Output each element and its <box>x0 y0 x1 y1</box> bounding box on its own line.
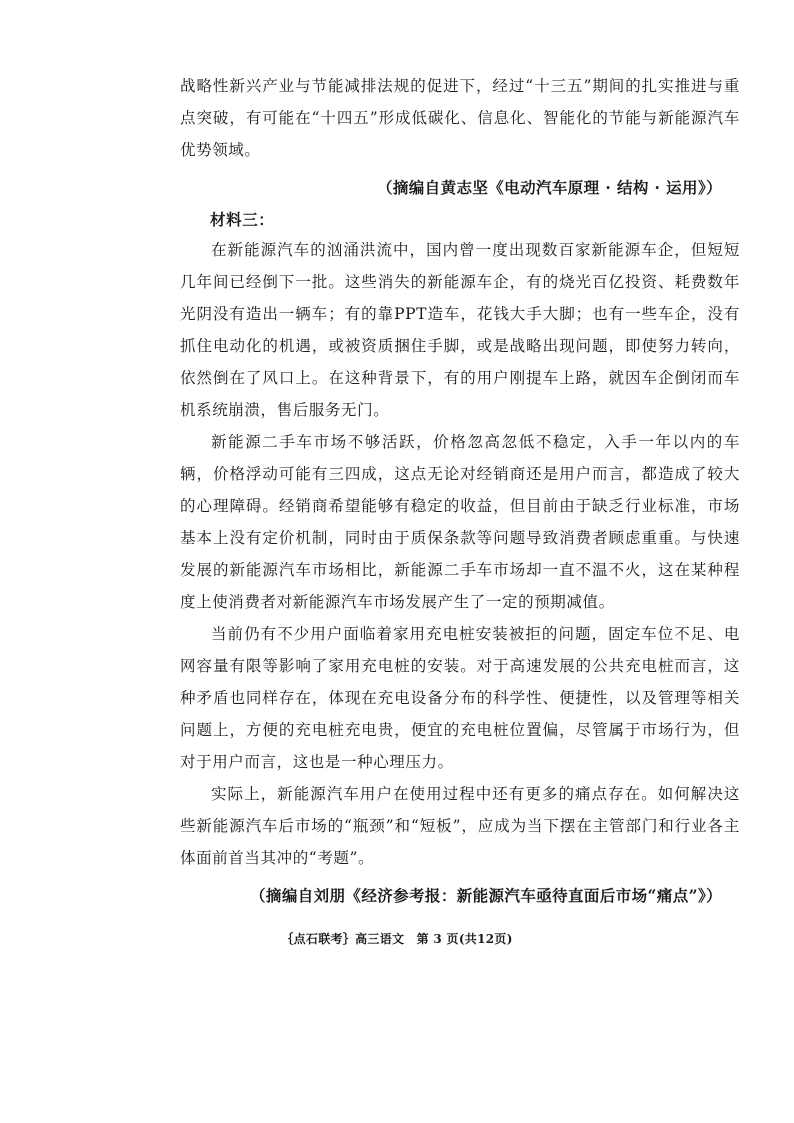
material3-source-citation: （摘编自刘朋《经济参考报：新能源汽车亟待直面后市场“痛点”》） <box>250 886 722 905</box>
material3-heading: 材料三： <box>210 210 275 229</box>
material3-paragraph-4: 实际上，新能源汽车用户在使用过程中还有更多的痛点存在。如何解决这些新能源汽车后市场的“瓶颈”和“短板”，应成为当下摆在主管部门和行业各主体面前首当其冲的“考题”。 <box>180 785 740 867</box>
material3-paragraph-2: 新能源二手车市场不够活跃，价格忽高忽低不稳定，入手一年以内的车辆，价格浮动可能有三四成，这点无论对经销商还是用户而言，都造成了较大的心理障碍。经销商希望能够有稳定的收益，但目前由于缺乏行业标准，市场基本上没有定价机制，同时由于质保条款等问题导致消费者顾虑重重。与快速发展的新能源汽车市场相比，新能源二手车市场却一直不温不火，这在某种程度上使消费者对新能源汽车市场发展产生了一定的预期减值。 <box>180 433 740 611</box>
material2-tail-paragraph: 战略性新兴产业与节能减排法规的促进下，经过“十三五”期间的扎实推进与重点突破，有可能在“十四五”形成低碳化、信息化、智能化的节能与新能源汽车优势领域。 <box>180 77 740 159</box>
material3-paragraph-1: 在新能源汽车的汹涌洪流中，国内曾一度出现数百家新能源车企，但短短几年间已经倒下一批。这些消失的新能源车企，有的烧光百亿投资、耗费数年光阴没有造出一辆车；有的靠PPT造车，花钱大手大脚；也有一些车企，没有抓住电动化的机遇，或被资质捆住手脚，或是战略出现问题，即使努力转向，依然倒在了风口上。在这种背景下，有的用户刚提车上路，就因车企倒闭而车机系统崩溃，售后服务无门。 <box>180 241 740 419</box>
material3-paragraph-3: 当前仍有不少用户面临着家用充电桩安装被拒的问题，固定车位不足、电网容量有限等影响了家用充电桩的安装。对于高速发展的公共充电桩而言，这种矛盾也同样存在，体现在充电设备分布的科学性、便捷性，以及管理等相关问题上，方便的充电桩充电贵，便宜的充电桩位置偏，尽管属于市场行为，但对于用户而言，这也是一种心理压力。 <box>180 625 740 771</box>
page-footer: ｛点石联考｝高三语文 第 3 页(共12页) <box>281 932 513 946</box>
material2-source-citation: （摘编自黄志坚《电动汽车原理 · 结构 · 运用》） <box>376 178 722 197</box>
